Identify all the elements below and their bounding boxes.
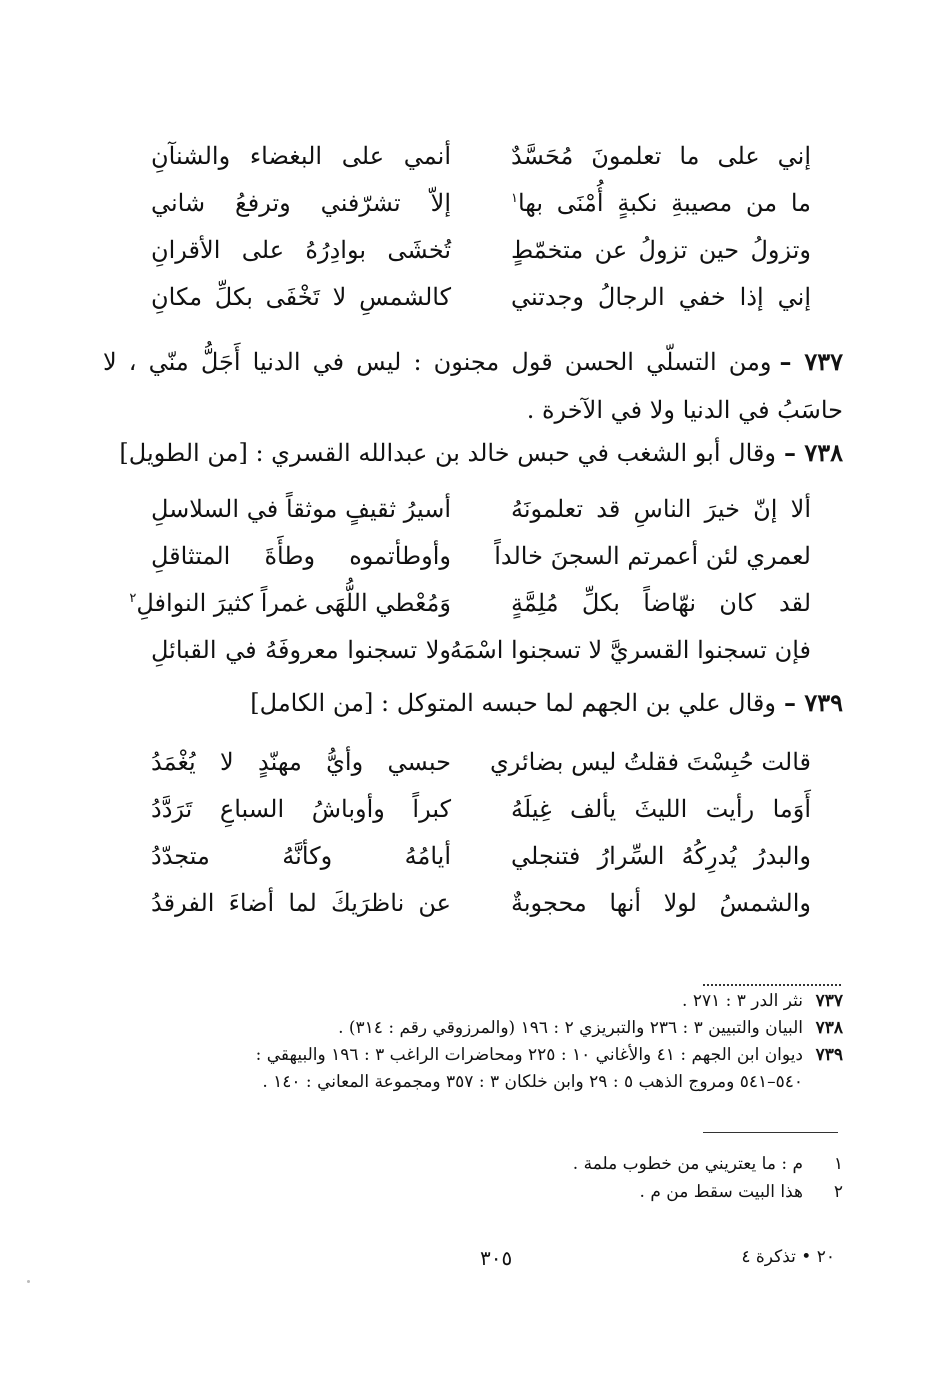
sources-list	[103, 988, 843, 1096]
source-number: ٧٣٨	[815, 1018, 843, 1038]
entry-number: ٧٣٩ –	[783, 688, 843, 717]
footnote-number: ١	[833, 1154, 843, 1174]
verse-first-hemistich: إني إذا خفي الرجالُ وجدتني	[511, 282, 811, 311]
entry-number: ٧٣٧ –	[779, 347, 843, 376]
verse-second-hemistich: كالشمسِ لا تَخْفَى بكلِّ مكانِ	[151, 282, 451, 311]
verse-second-hemistich: أسيرُ ثقيفٍ موثقاً في السلاسلِ	[151, 494, 451, 523]
footnotes-divider	[703, 1132, 838, 1133]
source-text: نثر الدر ٣ : ٢٧١ .	[682, 991, 803, 1011]
entry-text: وقال أبو الشغب في حبس خالد بن عبدالله القسري :	[255, 439, 776, 467]
verse-second-hemistich: إلاّ تشرّفني وترفعُ شاني	[151, 188, 451, 217]
verse-second-hemistich: وَمُعْطي اللُّهَى غمراً كثيرَ النوافلِ$^٢$	[129, 588, 451, 617]
source-text: البيان والتبيين ٣ : ٢٣٦ والتبريزي ٢ : ١٩٦ (والمرزوقي رقم : ٣١٤) .	[338, 1018, 803, 1038]
entry-737	[103, 338, 843, 434]
printer-signature: ٢٠ • تذكرة ٤	[741, 1247, 835, 1267]
verse-first-hemistich: إني على ما تعلمونَ مُحَسَّدٌ	[511, 141, 811, 170]
verse-line	[151, 532, 811, 579]
entry-number: ٧٣٨ –	[783, 438, 843, 467]
footnotes-list	[343, 1150, 843, 1206]
verse-first-hemistich: أَوَما رأيت الليثَ يألف غِيلَهُ	[511, 794, 811, 823]
footnote	[343, 1150, 843, 1178]
verse-second-hemistich: ولا تسجنوا معروفَهُ في القبائلِ	[151, 635, 451, 664]
footnote-text: هذا البيت سقط من م .	[639, 1182, 803, 1202]
entry-738-heading	[119, 438, 843, 467]
source-entry	[103, 1015, 843, 1042]
verse-second-hemistich: عن ناظرَيكَ لما أضاءَ الفرقدُ	[151, 888, 451, 917]
footnote-number: ٢	[833, 1182, 843, 1202]
footnote-marker: ١	[511, 190, 518, 206]
verse-line	[151, 738, 811, 785]
source-text: ديوان ابن الجهم : ٤١ والأغاني ١٠ : ٢٢٥ ومحاضرات الراغب ٣ : ١٩٦ والبيهقي :	[255, 1045, 803, 1065]
source-entry	[103, 988, 843, 1015]
poem-continuation	[151, 132, 811, 320]
scan-speck	[27, 1280, 30, 1283]
sources-divider	[703, 984, 841, 986]
source-entry	[103, 1042, 843, 1069]
source-number: ٧٣٩	[815, 1045, 843, 1065]
verse-first-hemistich: وتزولُ حين تزولُ عن متخمّطٍ	[511, 235, 811, 264]
verse-line	[151, 626, 811, 673]
verse-first-hemistich: قالت حُبِسْتَ فقلتُ ليس بضائري	[489, 747, 811, 776]
verse-line	[129, 579, 811, 626]
footnote-text: م : ما يعتريني من خطوب ملمة .	[572, 1154, 803, 1174]
footnote	[343, 1178, 843, 1206]
verse-line	[151, 132, 811, 179]
verse-first-hemistich: لقد كان نهّاضاً بكلِّ مُلِمَّةٍ	[511, 588, 811, 617]
verse-line	[151, 879, 811, 926]
verse-second-hemistich: أنمي على البغضاء والشنآنِ	[151, 141, 451, 170]
verse-second-hemistich: حبسي وأيُّ مهنّدٍ لا يُغْمَدُ	[151, 747, 451, 776]
verse-second-hemistich: وأوطأتموه وطأَةَ المتثاقلِ	[151, 541, 451, 570]
verse-first-hemistich: فإن تسجنوا القسريَّ لا تسجنوا اسْمَهُ	[449, 635, 811, 664]
verse-second-hemistich: تُخشَى بوادِرُهُ على الأقرانِ	[151, 235, 451, 264]
verse-line	[151, 485, 811, 532]
verse-second-hemistich: أيامُهُ وكأنَّهُ متجدّدُ	[151, 841, 451, 870]
footnote-marker: ٢	[129, 590, 137, 606]
entry-text: وقال علي بن الجهم لما حبسه المتوكل :	[380, 689, 776, 717]
poem-738	[129, 485, 811, 673]
entry-739-heading	[250, 688, 843, 717]
meter-label: [من الطويل]	[119, 439, 248, 467]
page-number: ٣٠٥	[480, 1246, 513, 1270]
verse-line	[151, 226, 811, 273]
source-number: ٧٣٧	[815, 991, 843, 1011]
entry-text: ومن التسلّي الحسن قول مجنون : ليس في الدنيا أَجَلُّ منّي ، لا حاسَبُ في الدنيا ولا في الآخرة .	[103, 348, 843, 424]
verse-line	[151, 273, 811, 320]
verse-line	[151, 785, 811, 832]
verse-first-hemistich: ما من مصيبةِ نكبةٍ أُمْنَى بها$^١$	[511, 188, 811, 217]
meter-label: [من الكامل]	[250, 689, 374, 717]
verse-line	[151, 832, 811, 879]
poem-739	[151, 738, 811, 926]
verse-first-hemistich: والبدرُ يُدرِكُهُ السِّرارُ فتنجلي	[511, 841, 811, 870]
verse-second-hemistich: كبراً وأوباشُ السباعِ تَرَدَّدُ	[151, 794, 451, 823]
verse-line	[151, 179, 811, 226]
source-text-continuation: ٥٤٠–٥٤١ ومروج الذهب ٥ : ٢٩ وابن خلكان ٣ : ٣٥٧ ومجموعة المعاني : ١٤٠ .	[262, 1072, 803, 1092]
verse-first-hemistich: والشمسُ لولا أنها محجوبةٌ	[511, 888, 811, 917]
verse-first-hemistich: ألا إنّ خيرَ الناسِ قد تعلمونَهُ	[511, 494, 811, 523]
verse-first-hemistich: لعمري لئن أعمرتم السجنَ خالداً	[494, 541, 811, 570]
